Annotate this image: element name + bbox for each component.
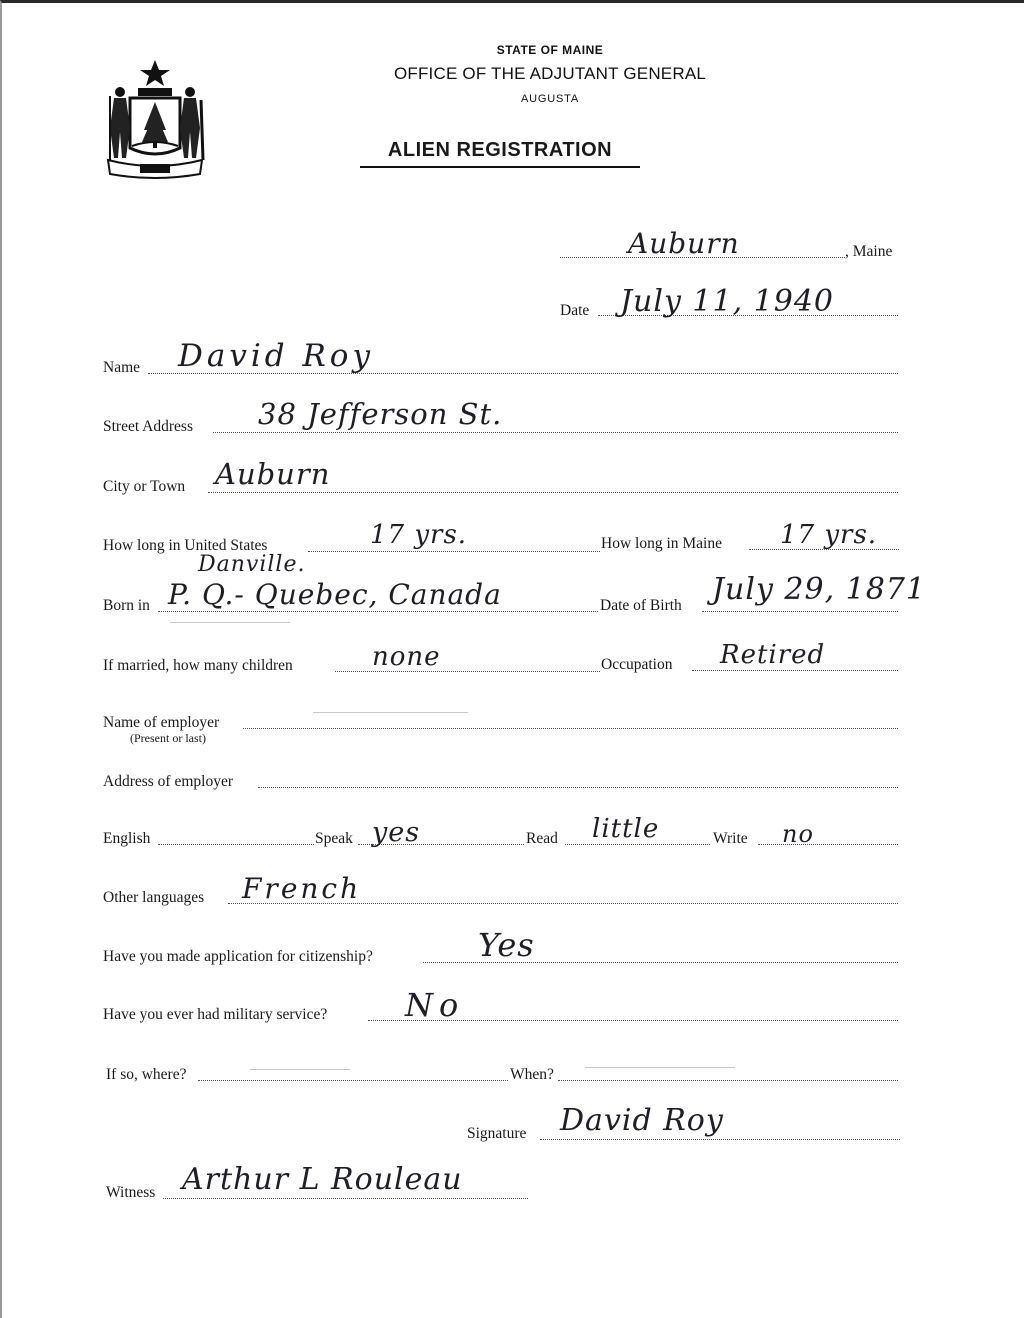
citizenship-label: Have you made application for citizenship?: [103, 948, 373, 965]
occupation-line: [692, 670, 898, 671]
city-line: [208, 492, 898, 493]
citizenship-value: Yes: [478, 926, 535, 964]
us-length-line: [308, 551, 600, 552]
military-label: Have you ever had military service?: [103, 1006, 328, 1023]
witness-value: Arthur L Rouleau: [182, 1162, 463, 1197]
write-label: Write: [713, 830, 748, 847]
speak-label: Speak: [315, 830, 353, 847]
military-value: No: [405, 986, 465, 1024]
witness-line: [163, 1198, 528, 1199]
maine-length-value: 17 yrs.: [780, 520, 878, 550]
english-label: English: [103, 830, 151, 847]
signature-value: David Roy: [560, 1103, 724, 1138]
employer-address-label: Address of employer: [103, 773, 233, 790]
born-value: P. Q.- Quebec, Canada: [168, 578, 502, 611]
name-value: David Roy: [178, 338, 374, 374]
employer-line: [243, 728, 898, 729]
children-label: If married, how many children: [103, 657, 293, 674]
where-label: If so, where?: [106, 1066, 187, 1083]
read-line: [565, 844, 710, 845]
street-line: [213, 432, 898, 433]
when-line: [558, 1080, 898, 1081]
english-line: [158, 844, 314, 845]
occupation-value: Retired: [720, 640, 826, 670]
date-label: Date: [560, 302, 590, 319]
children-value: none: [372, 642, 441, 672]
signature-label: Signature: [467, 1125, 527, 1142]
header-office: OFFICE OF THE ADJUTANT GENERAL: [393, 64, 707, 83]
name-label: Name: [103, 359, 141, 376]
signature-line: [540, 1139, 900, 1140]
dob-label: Date of Birth: [600, 597, 682, 614]
us-length-label: How long in United States: [103, 537, 268, 554]
pencil-mark: [313, 712, 468, 713]
city-label: City or Town: [103, 478, 186, 495]
when-label: When?: [510, 1066, 554, 1083]
maine-state-seal-icon: [100, 56, 210, 180]
header-city: AUGUSTA: [521, 93, 579, 105]
born-note: Danville.: [198, 552, 306, 577]
town-label: , Maine: [845, 243, 893, 260]
pencil-mark: [170, 622, 290, 623]
dob-line: [702, 611, 898, 612]
employer-address-line: [258, 787, 898, 788]
witness-label: Witness: [106, 1184, 156, 1201]
employer-label: Name of employer: [103, 714, 220, 731]
occupation-label: Occupation: [601, 656, 673, 673]
street-value: 38 Jefferson St.: [258, 397, 503, 431]
born-label: Born in: [103, 597, 150, 614]
street-label: Street Address: [103, 418, 193, 435]
speak-value: yes: [372, 817, 421, 848]
city-value: Auburn: [215, 457, 331, 491]
pencil-mark: [250, 1069, 350, 1070]
employer-sublabel: (Present or last): [130, 731, 206, 745]
maine-length-label: How long in Maine: [601, 535, 722, 552]
other-languages-label: Other languages: [103, 889, 205, 906]
read-label: Read: [526, 830, 558, 847]
write-line: [758, 844, 898, 845]
header-state: STATE OF MAINE: [496, 43, 604, 57]
read-value: little: [592, 814, 660, 844]
form-title: ALIEN REGISTRATION: [360, 139, 640, 168]
pencil-mark: [585, 1067, 735, 1068]
us-length-value: 17 yrs.: [370, 520, 468, 550]
born-line: [158, 611, 598, 612]
town-value: Auburn: [628, 227, 740, 260]
date-value: July 11, 1940: [620, 284, 835, 319]
dob-value: July 29, 1871: [712, 572, 927, 607]
other-languages-value: French: [242, 872, 362, 905]
where-line: [198, 1080, 508, 1081]
write-value: no: [782, 820, 814, 848]
